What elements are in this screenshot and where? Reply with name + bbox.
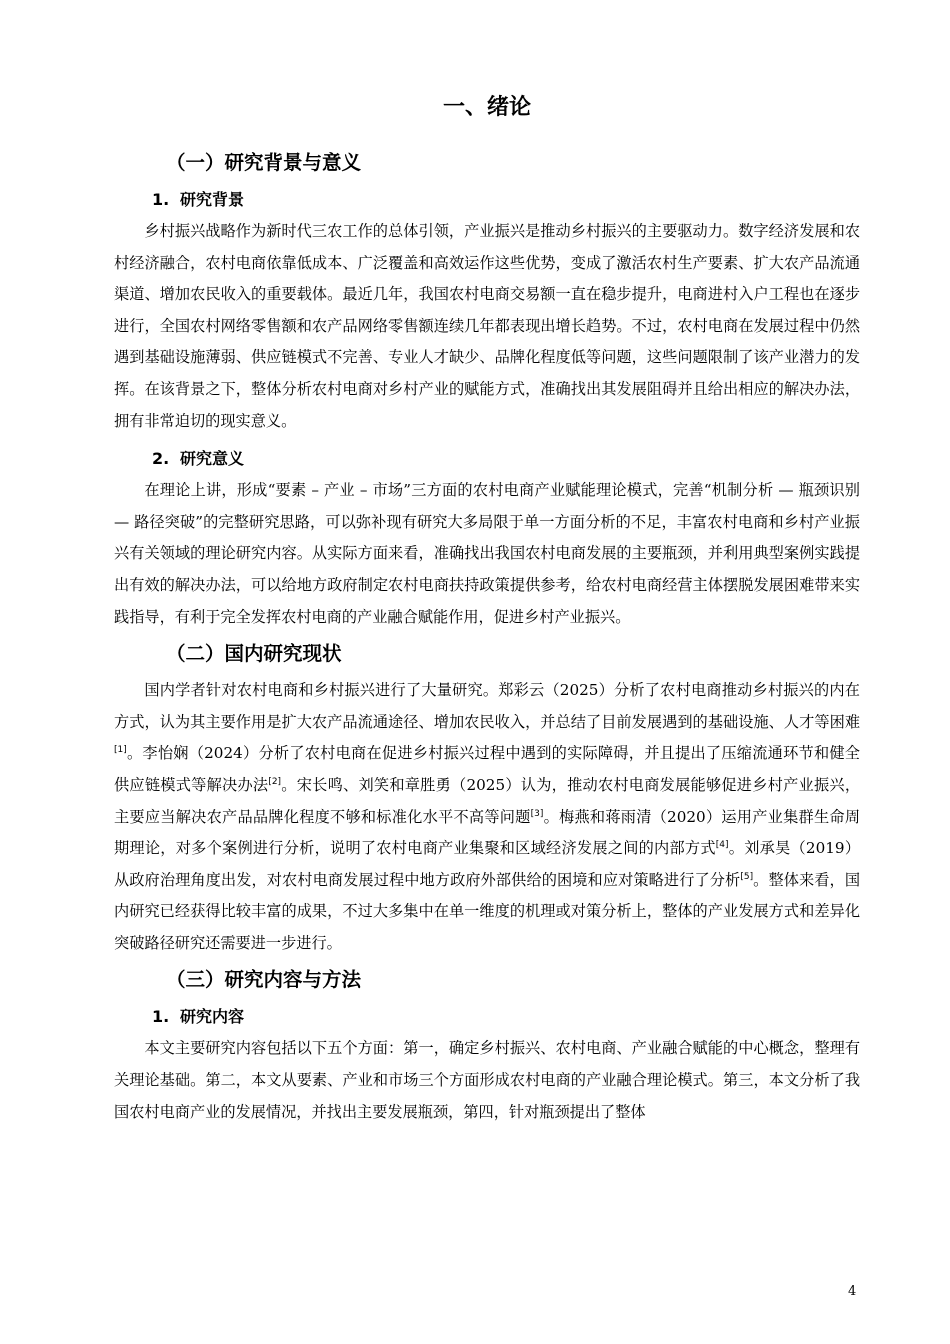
text-run: 。宋长鸣、刘笑和章胜勇（2025）认为，推动农村电商发展能够促进乡村产业振兴，主要应当解决农产品品牌化程度不够和标准化水平不高等问题 (114, 775, 861, 826)
subsection-number: 1. (152, 1007, 170, 1027)
citation-3[interactable]: [3] (530, 808, 544, 819)
section-title-content-methods: （三）研究内容与方法 (166, 968, 362, 992)
subsection-number: 1. (152, 190, 170, 209)
citation-2[interactable]: [2] (268, 776, 282, 787)
subsection-label: 研究意义 (180, 449, 245, 469)
subsection-title-research-content (114, 1001, 860, 1033)
page-number: 4 (848, 1284, 857, 1299)
chapter-title: 一、绪论 (442, 95, 531, 120)
text-run: 。梅燕和蒋雨清（2020）运用产业集群生命周期理论，对多个案例进行分析，说明了农村电商产业集聚和区域经济发展之间的内部方式 (114, 807, 861, 858)
subsection-label: 研究背景 (180, 190, 245, 209)
citation-1[interactable]: [1] (114, 745, 127, 756)
paragraph-domestic-research (114, 675, 860, 959)
paragraph-research-significance: 在理论上讲，形成“要素 – 产业 – 市场”三方面的农村电商产业赋能理论模式，完善“机制分析 — 瓶颈识别 — 路径突破”的完整研究思路，可以弥补现有研究大多局限于单一方面分析的不足，丰富农村电商和乡村产业振兴有关领域的理论研究内容。从实际方面来看，准确找出我国农村电商发展的主要瓶颈，并利用典型案例实践提出有效的解决办法，可以给地方政府制定农村电商扶持政策提供参考，给农村电商经营主体摆脱发展困难带来实践指导，有利于完全发挥农村电商的产业融合赋能作用，促进乡村产业振兴。 (114, 481, 860, 626)
paragraph-research-background: 乡村振兴战略作为新时代三农工作的总体引领，产业振兴是推动乡村振兴的主要驱动力。数字经济发展和农村经济融合，农村电商依靠低成本、广泛覆盖和高效运作这些优势，变成了激活农村生产要素、扩大农产品流通渠道、增加农民收入的重要载体。最近几年，我国农村电商交易额一直在稳步提升，电商进村入户工程也在逐步进行，全国农村网络零售额和农产品网络零售额连续几年都表现出增长趋势。不过，农村电商在发展过程中仍然遇到基础设施薄弱、供应链模式不完善、专业人才缺少、品牌化程度低等问题，这些问题限制了该产业潜力的发挥。在该背景之下，整体分析农村电商对乡村产业的赋能方式，准确找出其发展阻碍并且给出相应的解决办法，拥有非常迫切的现实意义。 (114, 222, 860, 430)
text-run: 。刘承昊（2019）从政府治理角度出发，对农村电商发展过程中地方政府外部供给的困境和应对策略进行了分析 (114, 839, 861, 889)
subsection-label: 研究内容 (180, 1007, 245, 1027)
citation-4[interactable]: [4] (715, 840, 729, 851)
page-content (114, 88, 860, 1128)
subsection-number: 2. (152, 449, 170, 469)
text-run: 。整体来看，国内研究已经获得比较丰富的成果，不过大多集中在单一维度的机理或对策分析上，整体的产业发展方式和差异化突破路径研究还需要进一步进行。 (114, 870, 861, 952)
subsection-title-research-background (114, 184, 860, 216)
paragraph-research-content: 本文主要研究内容包括以下五个方面：第一，确定乡村振兴、农村电商、产业融合赋能的中心概念，整理有关理论基础。第二，本文从要素、产业和市场三个方面形成农村电商的产业融合理论模式。第三，本文分析了我国农村电商产业的发展情况，并找出主要发展瓶颈，第四，针对瓶颈提出了整体 (114, 1039, 860, 1121)
text-run: 。李怡娴（2024）分析了农村电商在促进乡村振兴过程中遇到的实际障碍，并且提出了压缩流通环节和健全供应链模式等解决办法 (114, 744, 860, 794)
subsection-title-research-significance (114, 443, 860, 475)
citation-5[interactable]: [5] (740, 871, 754, 882)
text-run: 国内学者针对农村电商和乡村振兴进行了大量研究。郑彩云（2025）分析了农村电商推动乡村振兴的内在方式，认为其主要作用是扩大农产品流通途径、增加农民收入，并总结了目前发展遇到的基础设施、人才等困难 (114, 681, 860, 731)
section-title-domestic-research: （二）国内研究现状 (166, 642, 342, 666)
section-title-background: （一）研究背景与意义 (166, 151, 362, 174)
